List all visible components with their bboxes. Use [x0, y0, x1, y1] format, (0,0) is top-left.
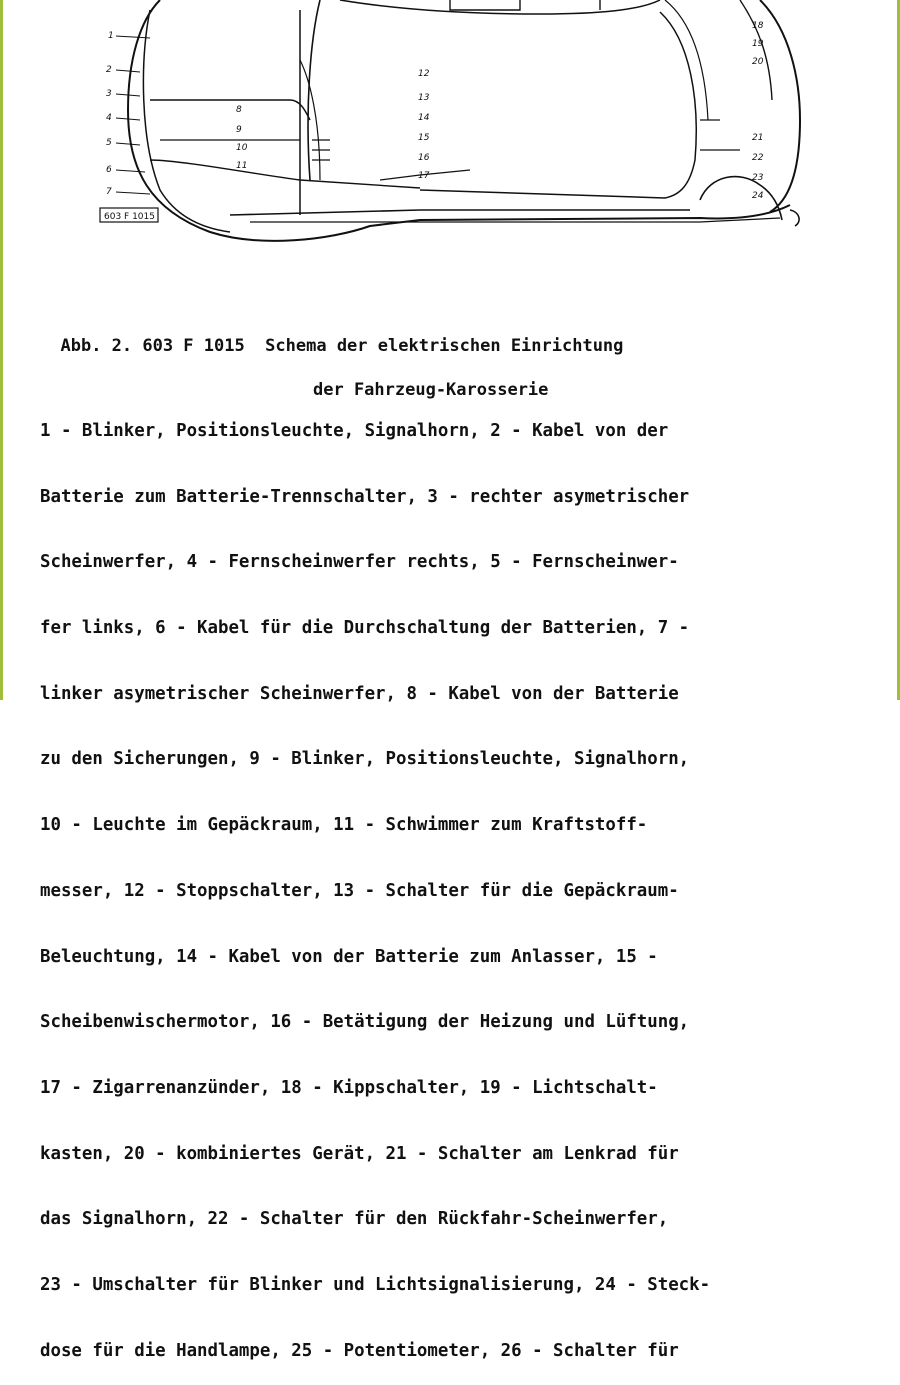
legend-line: Scheibenwischermotor, 16 - Betätigung der Heizung und Lüftung,: [40, 1012, 690, 1033]
svg-text:8: 8: [236, 105, 242, 115]
svg-text:12: 12: [418, 69, 430, 79]
legend-line: kasten, 20 - kombiniertes Gerät, 21 - Schalter am Lenkrad für: [40, 1143, 679, 1164]
legend-line: messer, 12 - Stoppschalter, 13 - Schalter für die Gepäckraum-: [40, 880, 679, 901]
svg-text:16: 16: [418, 153, 430, 163]
legend-text: [40, 377, 890, 1385]
svg-text:13: 13: [418, 93, 430, 103]
svg-text:22: 22: [752, 153, 764, 163]
car-body-wiring-drawing: [0, 0, 900, 300]
svg-text:17: 17: [418, 171, 430, 181]
svg-text:7: 7: [106, 187, 112, 197]
svg-text:11: 11: [236, 161, 248, 171]
svg-text:20: 20: [752, 57, 764, 67]
figure-code-box: [100, 208, 158, 222]
legend-line: das Signalhorn, 22 - Schalter für den Rückfahr-Scheinwerfer,: [40, 1209, 669, 1230]
svg-text:3: 3: [106, 89, 112, 99]
legend-line: Beleuchtung, 14 - Kabel von der Batterie zum Anlasser, 15 -: [40, 946, 658, 967]
svg-text:19: 19: [752, 39, 764, 49]
svg-text:18: 18: [752, 21, 764, 31]
svg-text:5: 5: [106, 138, 112, 148]
legend-line: dose für die Handlampe, 25 - Potentiometer, 26 - Schalter für: [40, 1340, 679, 1361]
figure-code-label: 603 F 1015: [104, 212, 155, 222]
svg-text:9: 9: [236, 125, 242, 135]
svg-text:24: 24: [752, 191, 764, 201]
svg-text:15: 15: [418, 133, 430, 143]
svg-text:14: 14: [418, 113, 430, 123]
svg-text:21: 21: [752, 133, 764, 143]
legend-line: Scheinwerfer, 4 - Fernscheinwerfer rechts, 5 - Fernscheinwer-: [40, 552, 679, 573]
caption-line-2: der Fahrzeug-Karosserie: [313, 380, 549, 400]
caption-line-1: Abb. 2. 603 F 1015 Schema der elektrischen Einrichtung: [60, 336, 624, 356]
wiring-diagram: [0, 0, 900, 300]
legend-line: 17 - Zigarrenanzünder, 18 - Kippschalter, 19 - Lichtschalt-: [40, 1078, 658, 1098]
legend-line: Batterie zum Batterie-Trennschalter, 3 - rechter asymetrischer: [40, 486, 690, 507]
svg-text:10: 10: [236, 143, 248, 153]
svg-text:4: 4: [106, 113, 112, 123]
legend-line: fer links, 6 - Kabel für die Durchschaltung der Batterien, 7 -: [40, 617, 690, 638]
legend-line: 23 - Umschalter für Blinker und Lichtsignalisierung, 24 - Steck-: [40, 1275, 711, 1296]
svg-text:1: 1: [108, 31, 114, 41]
legend-line: 10 - Leuchte im Gepäckraum, 11 - Schwimmer zum Kraftstoff-: [40, 815, 648, 836]
svg-text:2: 2: [106, 65, 112, 75]
legend-line: 1 - Blinker, Positionsleuchte, Signalhorn, 2 - Kabel von der: [40, 420, 669, 441]
legend-line: linker asymetrischer Scheinwerfer, 8 - Kabel von der Batterie: [40, 683, 679, 704]
legend-line: zu den Sicherungen, 9 - Blinker, Positionsleuchte, Signalhorn,: [40, 749, 690, 770]
svg-text:6: 6: [106, 165, 112, 175]
svg-text:23: 23: [752, 173, 764, 183]
